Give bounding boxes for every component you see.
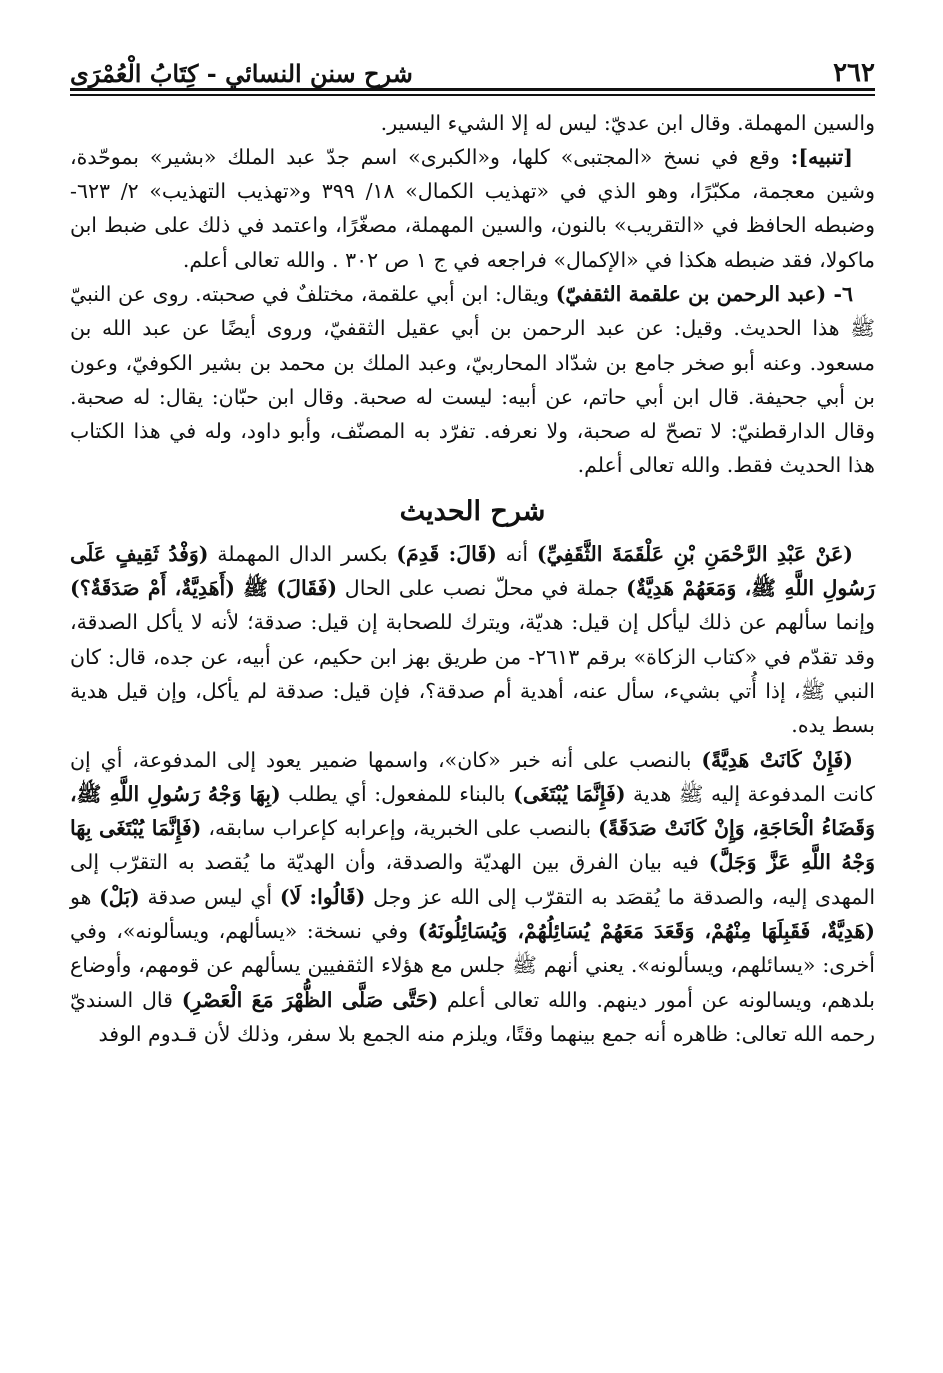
running-title: شرح سنن النسائي - كِتَابُ الْعُمْرَى [70, 59, 413, 88]
tanbih-label: [تنبيه]: [790, 144, 853, 169]
header-rule-thick [70, 88, 875, 91]
page-number: ٢٦٢ [833, 58, 875, 88]
commentary-text: وفي نسخة: «يسألهم، ويسألونه»، وفي أخرى: «يسائلهم، ويسألونه». يعني أنهم ﷺ جلس مع هؤلاء الثقفيين يسألهم عن قومهم، وأوضاع بلدهم، ويسالونه عن أمور دينهم. والله تعالى أعلم [70, 919, 875, 1012]
header-rule [70, 88, 875, 96]
commentary-text: بالبناء للمفعول: أي يطلب [280, 781, 514, 806]
header-rule-thin [70, 94, 875, 96]
hadith-quote: (عَنْ عَبْدِ الرَّحْمَنِ بْنِ عَلْقَمَةَ الثَّقَفِيِّ) [536, 541, 854, 566]
hadith-quote: (هَدِيَّةٌ، فَقَبِلَهَا مِنْهُمْ، وَقَعَدَ مَعَهُمْ يُسَائِلُهُمْ، وَيُسَائِلُونَهُ) [417, 919, 875, 944]
hadith-quote: (فَإِنَّمَا يُبْتَغَى بِهَا وَجْهُ اللَّهِ عَزَّ وَجَلَّ) [70, 816, 875, 875]
commentary-text: أنه [496, 541, 537, 566]
commentary-text: بالنصب على الخبرية، وإعرابه كإعراب سابقه، [201, 816, 599, 841]
page-header [70, 48, 875, 86]
narrator-6-label: ٦- (عبد الرحمن بن علقمة الثقفيّ) [555, 281, 853, 306]
hadith-quote: (فَإِنْ كَانَتْ هَدِيَّةً) [701, 747, 853, 772]
commentary-text: بكسر الدال المهملة [208, 541, 397, 566]
narrator-note-continuation: والسين المهملة. وقال ابن عديّ: ليس له إلا الشيء اليسير. [380, 110, 875, 135]
commentary-paragraph-1 [70, 537, 875, 743]
hadith-quote: (فَقَالَ) ﷺ (أَهَدِيَّةٌ، أَمْ صَدَقَةٌ؟) [70, 576, 338, 601]
commentary-text: قال السنديّ رحمه الله تعالى: ظاهره أنه جمع بينهما وقتًا، ويلزم منه الجمع بلا سفر، وذلك لأن قـدوم الوفد [70, 987, 875, 1046]
commentary-paragraph-2 [70, 743, 875, 1052]
commentary-text: جملة في محلّ نصب على الحال [337, 576, 627, 601]
hadith-quote: (بِهَا وَجْهُ رَسُولِ اللَّهِ ﷺ، وَقَضَاءُ الْحَاجَةِ، وَإِنْ كَانَتْ صَدَقَةً) [70, 781, 875, 841]
hadith-quote: (بَلْ) [99, 884, 140, 909]
hadith-quote: (وَفْدُ ثَقِيفٍ عَلَى رَسُولِ اللَّهِ ﷺ، وَمَعَهُمْ هَدِيَّةٌ) [70, 541, 876, 601]
section-heading: شرح الحديث [399, 495, 546, 527]
commentary-text: وإنما سألهم عن ذلك ليأكل إن قيل: هديّة، ويترك للصحابة إن قيل: صدقة؛ لأنه لا يأكل الصدقة، وقد تقدّم في «كتاب الزكاة» برقم ٢٦١٣- من طريق بهز ابن حكيم، عن أبيه، عن جده، قال: كان النبي ﷺ، إذا أُتي بشيء، سأل عنه، أهدية أم صدقة؟، فإن قيل: صدقة لم يأكل، وإن قيل هدية بسط يده. [70, 610, 875, 738]
narrator-6-text: ويقال: ابن أبي علقمة، مختلفٌ في صحبته. روى عن النبيّ ﷺ هذا الحديث. وقيل: عن عبد الرحمن بن أبي عقيل الثقفيّ، وروى أيضًا عن عبد الله بن مسعود. وعنه أبو صخر جامع بن شدّاد المحاربيّ، وعبد الملك بن محمد بن بشير الكوفيّ، وعون بن أبي جحيفة. قال ابن أبي حاتم، عن أبيه: ليست له صحبة. وقال ابن حبّان: يقال: له صحبة. وقال الدارقطنيّ: لا تصحّ له صحبة، ولا نعرفه. تفرّد به المصنّف، وأبو داود، وله في هذا الكتاب هذا الحديث فقط. والله تعالى أعلم. [70, 281, 875, 478]
commentary-text: أي ليس صدقة [139, 884, 280, 909]
tanbih-paragraph [70, 140, 875, 277]
hadith-quote: (قَالُوا: لَا) [279, 884, 366, 909]
commentary-text: هو [70, 884, 100, 909]
page-body [70, 106, 875, 1052]
narrator-6-paragraph [70, 277, 875, 483]
hadith-quote: (فَإِنَّمَا يُبْتَغَى) [513, 781, 626, 806]
tanbih-text: وقع في نسخ «المجتبى» كلها، و«الكبرى» اسم جدّ عبد الملك «بشير» بموحّدة، وشين معجمة، مكبّرًا، وهو الذي في «تهذيب الكمال» ١٨/ ٣٩٩ و«تهذيب التهذيب» ٢/ ٦٢٣- وضبطه الحافظ في «التقريب» بالنون، والسين المهملة، مصغّرًا، واعتمد في ذلك على ضبط ابن ماكولا، فقد ضبطه هكذا في «الإكمال» فراجعه في ج ١ ص ٣٠٢ . والله تعالى أعلم. [70, 144, 875, 272]
commentary-text: بالنصب على أنه خبر «كان»، واسمها ضمير يعود إلى المدفوعة، أي إن كانت المدفوعة إليه ﷺ هدية [70, 747, 875, 806]
hadith-quote: (قَالَ: قَدِمَ) [396, 541, 497, 566]
hadith-quote: (حَتَّى صَلَّى الظُّهْرَ مَعَ الْعَصْرِ) [181, 987, 439, 1012]
commentary-text: فيه بيان الفرق بين الهديّة والصدقة، وأن الهديّة ما يُقصد به التقرّب إلى المهدى إليه، والصدقة ما يُقصَد به التقرّب إلى الله عز وجل [70, 850, 876, 909]
